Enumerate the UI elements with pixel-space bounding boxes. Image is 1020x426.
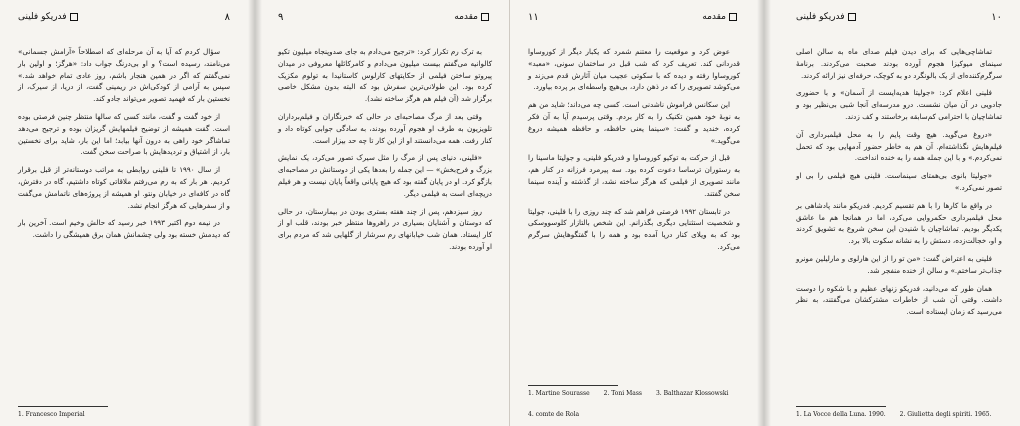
paragraph: «جولیتا بانوی بی‌همتای سینماست. فلینی هیچ فیلمی را بی او تصور نمی‌کرد.»	[796, 171, 1002, 192]
paragraph: سؤال کردم که آیا به آن مرحله‌ای که اصطلاحاً «آرامش جسمانی» می‌نامند، رسیده است؟ و او بی‌درنگ جواب داد: «هرگز؛ و اولین بار نمی‌گفتم که اگر در همین هنجار باشم، روز عادی تمام خواهد شد.» سپس به آرامی از کودکی‌اش در ریمینی گفت، از دریا، از سیرک، از نخستین بار که فهمید تصویر می‌تواند جادو کند.	[18, 47, 230, 104]
page-header	[528, 8, 740, 26]
paragraph: «دروغ می‌گوید. هیچ وقت پایم را به محل فیلمبرداری آن فیلم‌هایش نگذاشته‌ام. آن هم به خاطر حضور آدمهایی بود که تحمل نمی‌کردم.» و با این جمله همه را به خنده انداخت.	[796, 129, 1002, 163]
running-head: فدریکو فلینی	[18, 12, 81, 22]
paragraph: از خود گفت و گفت، مانند کسی که سالها منتظر چنین فرصتی بوده است. گفت همیشه از توضیح فیلمهایش گریزان بوده و ترجیح می‌دهد تماشاگر خود راهی به درون آنها بیابد؛ اما این بار، شاید برای نخستین بار، از اشتیاق و تردیدهایش با صراحت سخن گفت.	[18, 111, 230, 157]
paragraph: این سکانس فراموش ناشدنی است. کسی چه می‌داند؛ شاید من هم به نوبۀ خود همین تکنیک را به کار بردم. وقتی پرسیدم آیا به آن فکر کرده، خندید و گفت: «سینما یعنی حافظه، و حافظه همیشه دروغ می‌گوید.»	[528, 100, 740, 145]
footnote: 2. Giulietta degli spiriti. 1965.	[899, 411, 992, 418]
page-11	[510, 0, 758, 426]
paragraph: روز سیزدهم، پس از چند هفته بستری بودن در بیمارستان، در حالی که دوستان و آشنایان بسیاری در راهروها منتظر خبر بودند، قلب او از کار ایستاد. همان شب خیابانهای رم سرشار از گلهایی شد که مردم برای او آورده بودند.	[278, 206, 492, 251]
footnotes-block	[528, 379, 740, 418]
page-header	[278, 8, 492, 26]
footnote: 1. Martine Sourasse	[528, 390, 590, 397]
page-number: ٨	[224, 11, 230, 23]
page-10	[778, 0, 1020, 426]
paragraph: در واقع ما کارها را با هم تقسیم کردیم. فدریکو مانند پادشاهی بر محل فیلمبرداری حکمروایی می‌کرد، اما در همانجا هم ما عاشق یکدیگر بودیم. تماشاچیان با شنیدن این سخن شروع به تشویق کردند و او، خجالت‌زده، دستش را به نشانه سکوت بالا برد.	[796, 200, 1002, 246]
footnotes	[796, 411, 1002, 418]
paragraph: فلینی به اعتراض گفت: «من تو را از این هارلوی و مارلیلین مونرو جذاب‌تر ساختم.» و سالن از خنده منفجر شد.	[796, 253, 1002, 275]
footnote-rule	[796, 406, 886, 407]
page-body	[796, 46, 1002, 318]
paragraph: از سال ۱۹۹۰ تا فلینی روابطی به مراتب دوستانه‌تر از قبل برقرار کردیم. هر بار که به رم می‌رفتم ملاقاتی کوتاه داشتیم، گاه در دفترش، گاه در کافه‌ای در خیابان ونتو. او همیشه از پروژه‌های ناتمامش می‌گفت و از سفرهایی که هرگز انجام نشد.	[18, 165, 230, 210]
footnote: 3. Balthazar Klossowski	[655, 390, 729, 397]
page-body	[278, 46, 492, 253]
page-header	[18, 8, 230, 26]
square-ornament-icon	[848, 13, 856, 21]
page-header	[796, 8, 1002, 26]
square-ornament-icon	[729, 13, 737, 21]
page-9	[260, 0, 510, 426]
square-ornament-icon	[481, 13, 489, 21]
paragraph: به ترک رم تکرار کرد: «ترجیح می‌دادم به جای صدوپنجاه میلیون تکیو کالوانیه می‌گفتم بیست میلیون می‌دادم و کامرکائلها معروفی در میدان پیروتو ساختن فیلمی از حکایتهای کارلوس کاستانیدا به تولوم مکزیک کرده بود. این طولانی‌ترین سفرش بود که البته بدون مشکل خاصی برگزار شد (آن فیلم هم هرگز ساخته نشد).	[278, 47, 492, 104]
paragraph: قبل از حرکت به توکیو کوروساوا و فدریکو فلینی، و جولیتا ماسینا را به رستوران ترساسا دعوت کرده بود. سه پیرمرد فرزانه در کنار هم، مانند تصویری از فیلمی که هرگز ساخته نشد، از گذشته و آینده سینما سخن گفتند.	[528, 153, 740, 198]
paragraph: در نیمه دوم اکتبر ۱۹۹۳ خبر رسید که حالش وخیم است. آخرین بار که دیدمش خسته بود ولی چشمانش همان برق همیشگی را داشت.	[18, 218, 230, 240]
footnote: 2. Toni Mass	[603, 390, 642, 397]
footnote: 1. Francesco Imperial	[18, 411, 85, 418]
page-body	[528, 46, 740, 253]
page-number: ١١	[528, 11, 539, 23]
paragraph: عوض کرد و موقعیت را معتنم شمرد که یکبار دیگر از کوروساوا قدردانی کند. تعریف کرد که شب قبل در ساختمان سونی، «معبد» کوروساوا رفته و دیده که با سکوتی عجیب میان آثارش قدم می‌زند و می‌کوشد تصویری را که در ذهن دارد، بی‌هیچ واسطه‌ای بر پرده بیاورد.	[528, 47, 740, 92]
paragraph: در تابستان ۱۹۹۲ فرصتی فراهم شد که چند روزی را با فلینی، جولیتا و شخصیت استثنایی دیگری بگذرانم. این شخص بالتازار کلوسووسکی بود که به ویلای کنار دریا آمده بود و همه را با گفتگوهایش سرگرم می‌کرد.	[528, 206, 740, 251]
running-head: فدریکو فلینی	[796, 12, 859, 22]
running-head: مقدمه	[702, 12, 740, 22]
page-8	[0, 0, 248, 426]
paragraph: «فلینی، دنیای پس از مرگ را مثل سیرک تصور می‌کرد، یک نمایش بزرگ و فرح‌بخش» — این جمله را بعدها یکی از دوستانش در مصاحبه‌ای بازگو کرد. او در پایان گفته بود که هیچ پایانی واقعاً پایان نیست و هر فیلم دریچه‌ای است به فیلمی دیگر.	[278, 153, 492, 198]
page-body	[18, 46, 230, 241]
paragraph: تماشاچی‌هایی که برای دیدن فیلم صدای ماه به سالن اصلی سینمای میوکیزا هجوم آورده بودند صحبت می‌کردند. برنامۀ سرگرم‌کننده‌ای از یک بالونگرد دو به کوچک، حرفه‌ای نیز ارائه کردند.	[796, 47, 1002, 80]
paragraph: وقتی بعد از مرگ مصاحبه‌ای در حالی که خبرنگاران و فیلم‌برداران تلویزیون به طرف او هجوم آورده بودند، به سادگی جوابی کوتاه داد و کنار رفت. همه می‌دانستند او از این کار تا چه حد بیزار است.	[278, 111, 492, 145]
running-head: مقدمه	[454, 12, 492, 22]
page-number: ١٠	[991, 11, 1002, 23]
footnotes	[18, 411, 230, 418]
footnotes-block	[796, 400, 1002, 418]
footnote-rule	[528, 385, 618, 386]
footnote: 1. La Vocce della Luna. 1990.	[796, 411, 886, 418]
footnote: 4. comte de Rola	[528, 411, 580, 418]
footnotes-block	[18, 400, 230, 418]
footnotes	[528, 390, 740, 418]
paragraph: همان طور که می‌دانید، فدریکو زنهای عظیم و با شکوه را دوست داشت. وقتی آن شب از خاطرات مشترکشان می‌گفتند، به نظر می‌رسید که زمان ایستاده است.	[796, 283, 1002, 317]
paragraph: فلینی اعلام کرد: «جولیتا هدیه‌ایست از آسمان» و با حضوری جادویی در آن میان نشست. درو مدرسه‌ای آنجا شبی بی‌نظیر بود و تماشاچیان با احترامی کم‌سابقه برخاستند و کف زدند.	[796, 88, 1002, 121]
footnote-rule	[18, 406, 108, 407]
page-number: ٩	[278, 11, 284, 23]
square-ornament-icon	[70, 13, 78, 21]
right-page-spread	[510, 0, 1020, 426]
book-gutter-right	[757, 0, 771, 426]
